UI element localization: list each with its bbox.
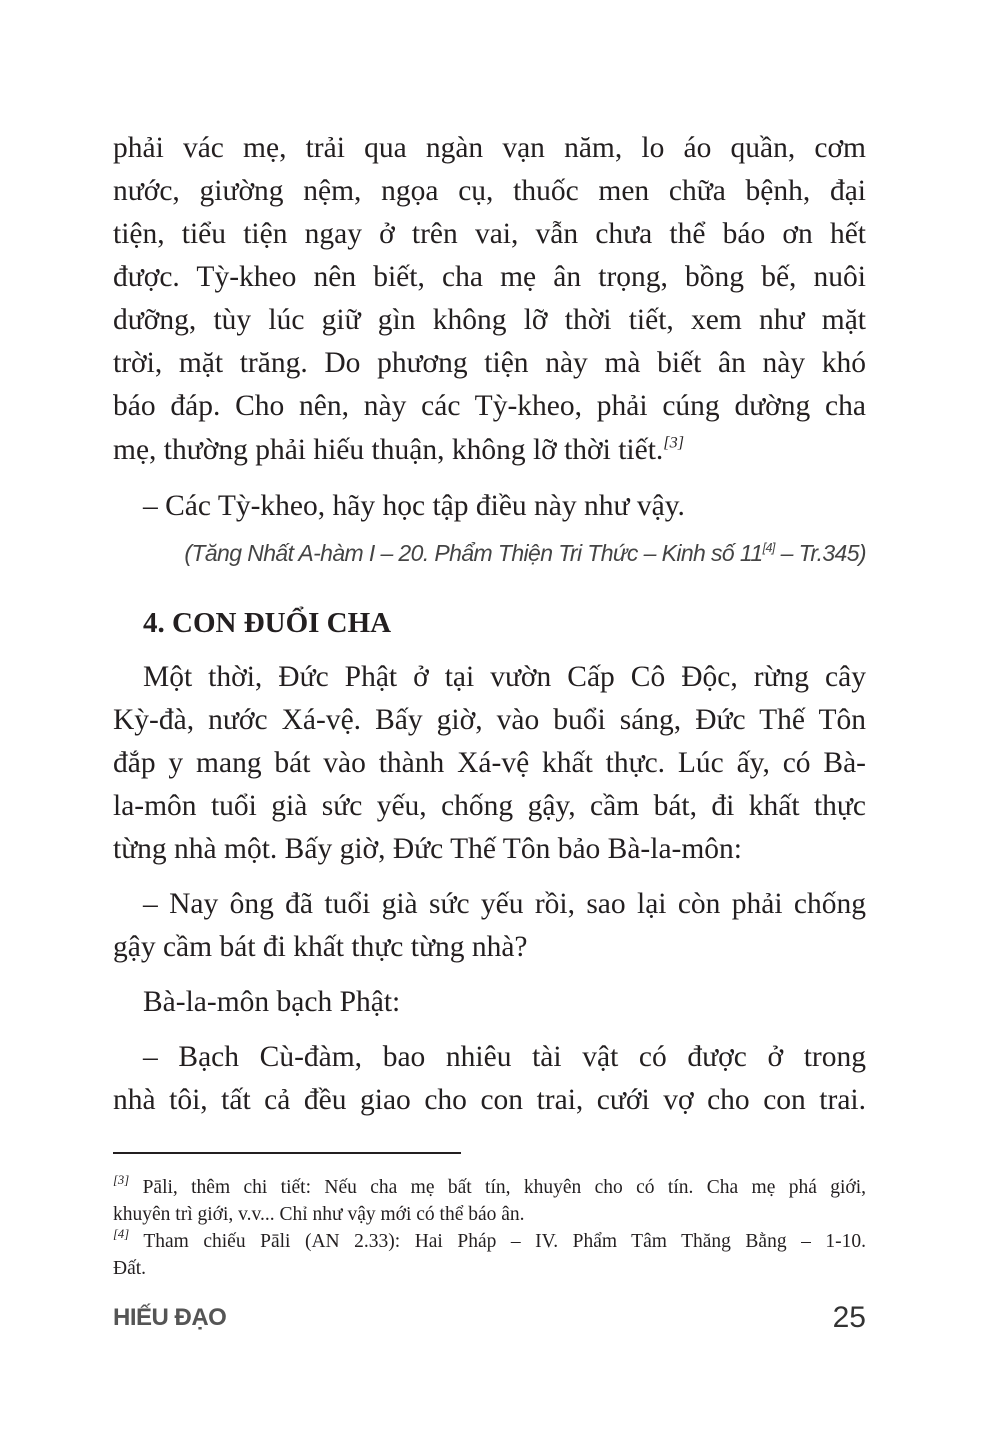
page-number: 25 [832, 1301, 866, 1334]
text-line: – Các Tỳ-kheo, hãy học tập điều này như vậy. [143, 490, 685, 522]
text-line: la-môn tuổi già sức yếu, chống gậy, cầm bát, đi khất thực [113, 790, 866, 822]
citation-text: (Tăng Nhất A-hàm I – 20. Phẩm Thiện Tri Thức – Kinh số 11 [184, 540, 763, 566]
text-line: Một thời, Đức Phật ở tại vườn Cấp Cô Độc, rừng cây [143, 661, 866, 693]
citation [113, 533, 866, 573]
text-line: từng nhà một. Bấy giờ, Đức Thế Tôn bảo Bà-la-môn: [113, 833, 743, 865]
text-line: tiện, tiểu tiện ngay ở trên vai, vẫn chưa thể báo ơn hết [113, 218, 866, 250]
text-line: được. Tỳ-kheo nên biết, cha mẹ ân trọng, bồng bế, nuôi [113, 261, 866, 293]
text-line: nhà tôi, tất cả đều giao cho con trai, cưới vợ cho con trai. [113, 1084, 866, 1116]
text-line: nước, giường nệm, ngọa cụ, thuốc men chữa bệnh, đại [113, 175, 866, 207]
text-line: trời, mặt trăng. Do phương tiện này mà biết ân này khó [113, 347, 866, 379]
footnote-text: khuyên trì giới, v.v... Chỉ như vậy mới có thể báo ân. [113, 1204, 525, 1225]
text-line: dưỡng, tùy lúc giữ gìn không lỡ thời tiết, xem như mặt [113, 304, 866, 336]
text-line-content: mẹ, thường phải hiếu thuận, không lỡ thời tiết. [113, 434, 664, 466]
footnote-text: Pāli, thêm chi tiết: Nếu cha mẹ bất tín, khuyên cho có tín. Cha mẹ phá giới, [142, 1177, 867, 1198]
text-line [113, 428, 866, 472]
text-line: gậy cầm bát đi khất thực từng nhà? [113, 931, 528, 963]
text-line: Kỳ-đà, nước Xá-vệ. Bấy giờ, vào buổi sáng, Đức Thế Tôn [113, 704, 866, 736]
footnote-ref[interactable]: [4] [762, 541, 775, 556]
footnote-marker: [3] [113, 1173, 130, 1188]
running-footer-title: HIẾU ĐẠO [113, 1304, 227, 1331]
text-line: – Bạch Cù-đàm, bao nhiêu tài vật có được ở trong [143, 1041, 866, 1073]
citation-text-end: – Tr.345) [774, 540, 866, 566]
footnote-4 [113, 1228, 866, 1255]
footnote-ref[interactable]: [3] [663, 433, 685, 452]
text-line: phải vác mẹ, trải qua ngàn vạn năm, lo áo quần, cơm [113, 132, 866, 164]
section-heading: 4. CON ĐUỔI CHA [143, 607, 392, 639]
footnote-3 [113, 1174, 866, 1201]
text-line: đắp y mang bát vào thành Xá-vệ khất thực. Lúc ấy, có Bà- [113, 747, 866, 779]
text-line: Bà-la-môn bạch Phật: [143, 986, 401, 1018]
footnote-text: Tham chiếu Pāli (AN 2.33): Hai Pháp – IV. Phẩm Tâm Thăng Bằng – 1-10. [143, 1231, 866, 1252]
footnote-marker: [4] [113, 1227, 130, 1242]
footnote-divider [113, 1152, 461, 1154]
footnote-text: Đất. [113, 1258, 147, 1279]
text-line: – Nay ông đã tuổi già sức yếu rồi, sao lại còn phải chống [143, 888, 866, 920]
text-line: báo đáp. Cho nên, này các Tỳ-kheo, phải cúng dường cha [113, 390, 866, 422]
